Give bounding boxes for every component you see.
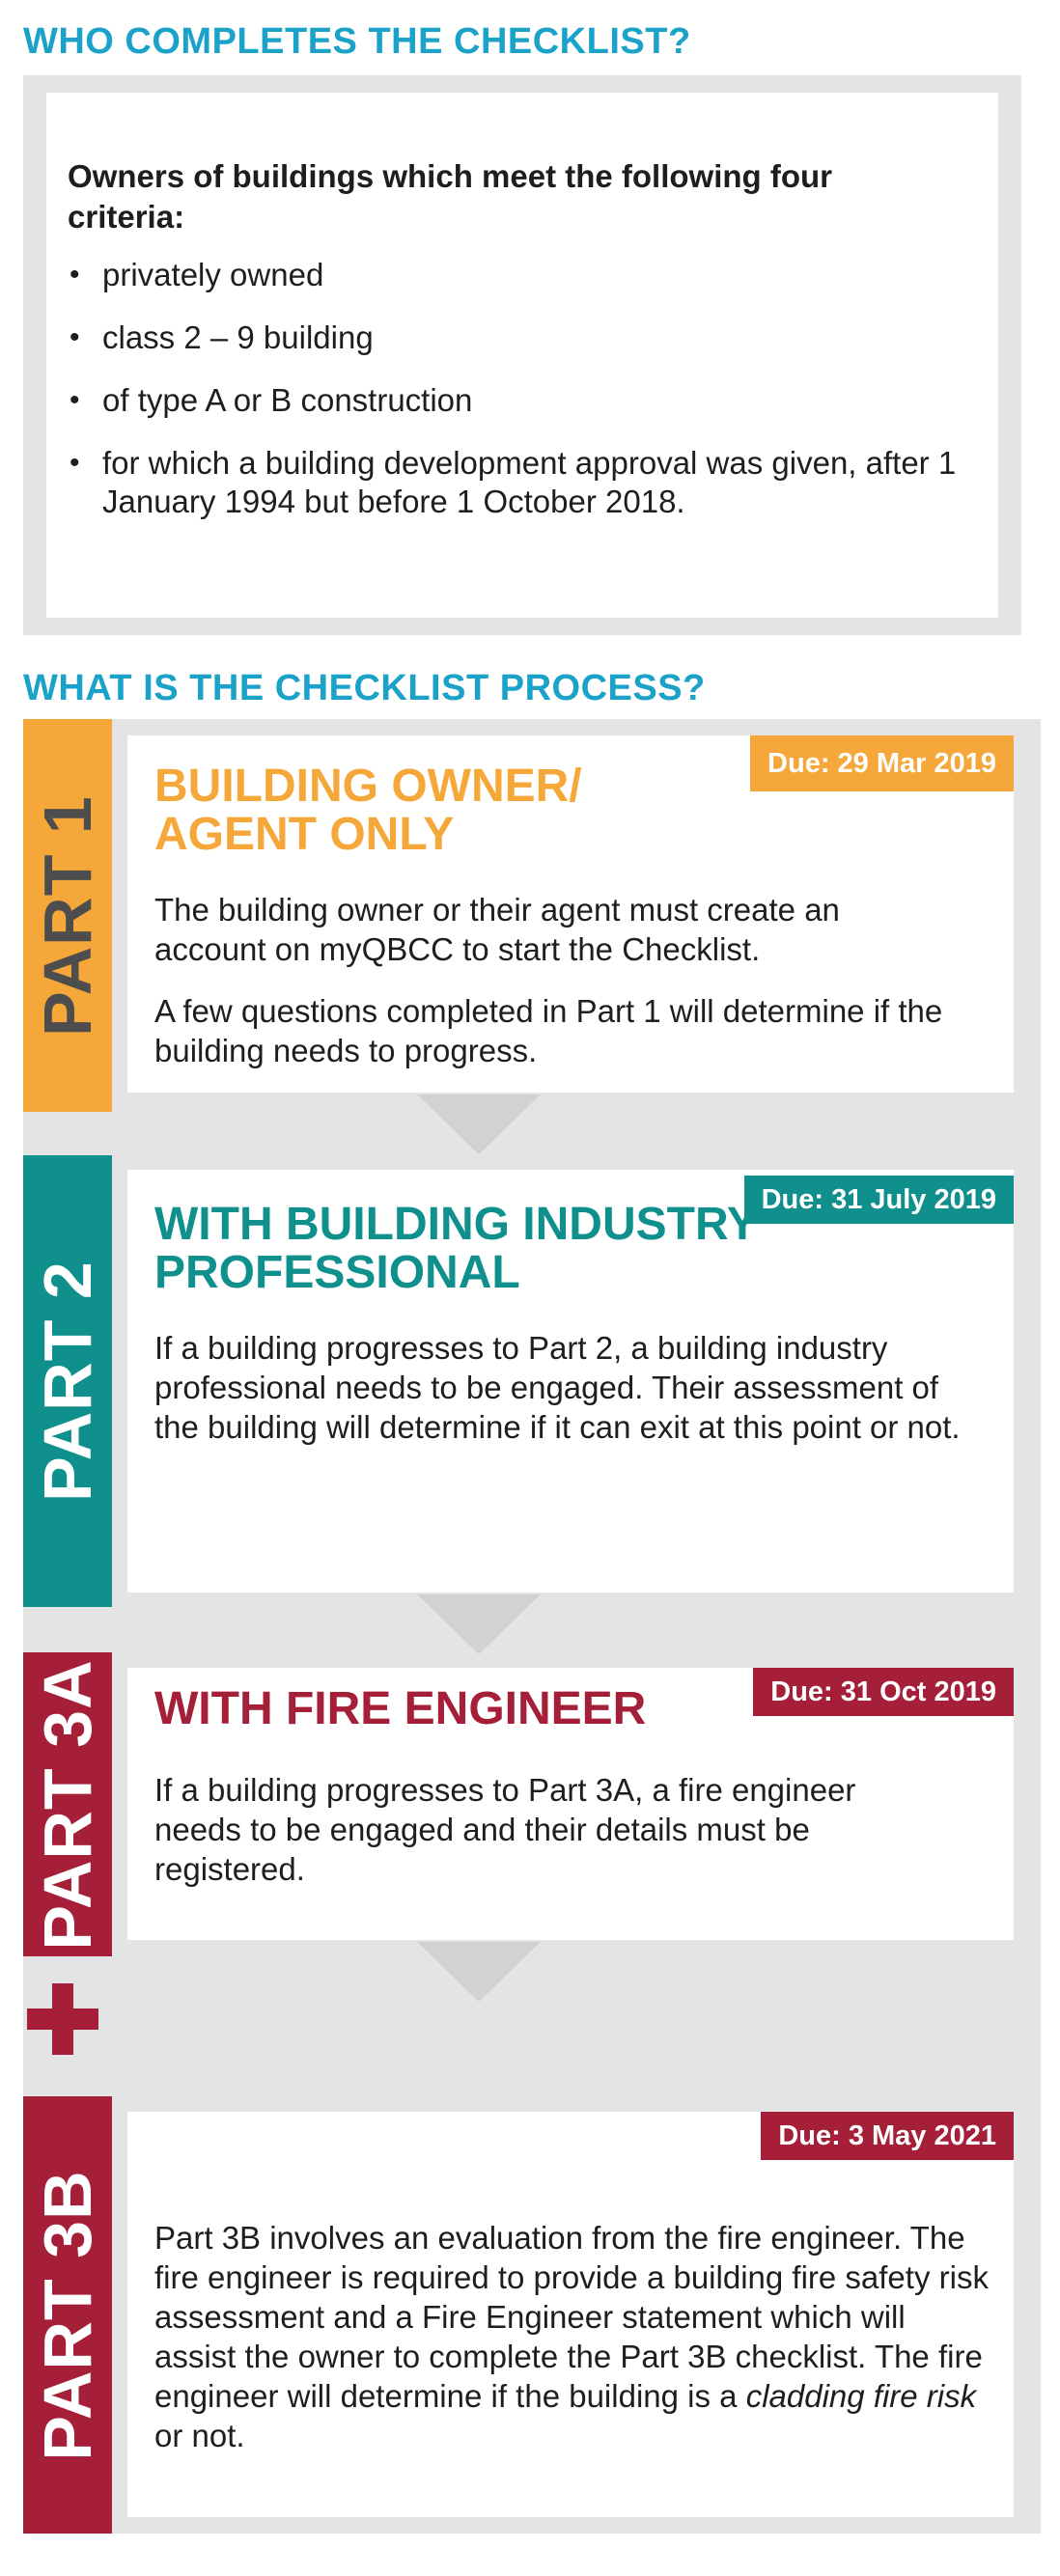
part-3a-due-badge: Due: 31 Oct 2019 <box>753 1668 1014 1716</box>
part-3b-due-badge: Due: 3 May 2021 <box>761 2112 1014 2160</box>
part-3a-card <box>127 1668 1014 1940</box>
part-2-title: WITH BUILDING INDUSTRY PROFESSIONAL <box>154 1199 757 1298</box>
part-2-card <box>127 1170 1014 1593</box>
part-3b-text-emphasis: cladding fire risk <box>745 2378 977 2414</box>
part-3a-bar <box>23 1652 112 1956</box>
part-3b-text-end: or not. <box>154 2418 245 2453</box>
criteria-list <box>68 256 975 545</box>
down-arrow-icon <box>417 1942 541 2002</box>
part-2-due-badge: Due: 31 July 2019 <box>744 1176 1014 1224</box>
part-1-text-2: A few questions completed in Part 1 will determine if the building needs to progress. <box>154 993 943 1068</box>
part-2-bar <box>23 1155 112 1607</box>
down-arrow-icon <box>417 1594 541 1654</box>
part-2-label: PART 2 <box>30 1260 105 1502</box>
criteria-item: • for which a building development approval was given, after 1 January 1994 but before 1 October 2018. <box>68 444 975 521</box>
criteria-item: • privately owned <box>68 256 975 294</box>
part-2-text: If a building progresses to Part 2, a building industry professional needs to be engaged. Their assessment of the building will determine if it can exit at this point or not. <box>154 1330 961 1445</box>
part-3b-card <box>127 2112 1014 2517</box>
criteria-item: • of type A or B construction <box>68 381 975 420</box>
part-3a-title: WITH FIRE ENGINEER <box>154 1683 647 1734</box>
part-3b-text <box>154 2218 994 2455</box>
part-1-label: PART 1 <box>30 794 105 1037</box>
part-1-card <box>127 735 1014 1093</box>
part-1-bar <box>23 719 112 1112</box>
part-1-due-badge: Due: 29 Mar 2019 <box>750 735 1014 791</box>
criteria-title: Owners of buildings which meet the following four criteria: <box>68 158 832 235</box>
part-3b-label: PART 3B <box>30 2169 105 2461</box>
criteria-item: • class 2 – 9 building <box>68 319 975 357</box>
part-3b-bar <box>23 2096 112 2534</box>
part-1-text: The building owner or their agent must create an account on myQBCC to start the Checklist. <box>154 892 840 967</box>
part-1-title: BUILDING OWNER/ AGENT ONLY <box>154 761 582 860</box>
who-completes-heading: WHO COMPLETES THE CHECKLIST? <box>23 21 691 62</box>
part-3a-text: If a building progresses to Part 3A, a fire engineer needs to be engaged and their details must be registered. <box>154 1772 856 1887</box>
down-arrow-icon <box>417 1094 541 1154</box>
part-3b-text-main: Part 3B involves an evaluation from the fire engineer. The fire engineer is required to provide a building fire safety risk assessment and a Fire Engineer statement which will assist the owner to complete the Part 3B checklist. The fire engineer will determine if the building is a <box>154 2220 989 2414</box>
part-3a-label: PART 3A <box>30 1658 105 1951</box>
process-heading: WHAT IS THE CHECKLIST PROCESS? <box>23 668 706 708</box>
plus-icon <box>27 1983 98 2055</box>
